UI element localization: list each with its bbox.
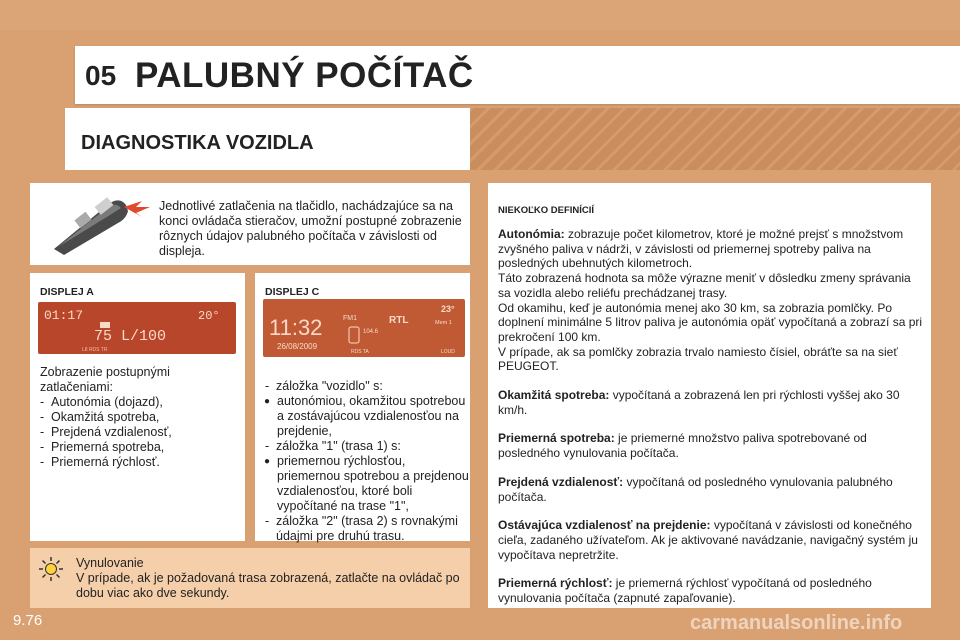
list-item: - Priemerná rýchlosť.: [40, 455, 240, 470]
definition-item: [498, 431, 926, 460]
definitions-heading: NIEKOĽKO DEFINÍCIÍ: [498, 205, 595, 216]
header-stripes: [470, 108, 960, 170]
lcd-c-time: 11:32: [269, 315, 323, 340]
tip-box: [30, 548, 470, 608]
definition-term: Autonómia:: [498, 227, 565, 241]
display-a-box: [30, 273, 245, 541]
lcd-c-freq: 104.6: [363, 329, 379, 335]
lcd-a-value: 75 L/100: [94, 328, 167, 345]
definition-text: vypočítaná v závislosti od konečného cieľa, zadaného užívateľom. Ak je aktivované navádzanie, navigačný systém ju vypočítava nepretržite.: [498, 518, 918, 562]
section-title: DIAGNOSTIKA VOZIDLA: [81, 132, 314, 154]
intro-box: [30, 183, 470, 265]
list-item: - záložka "1" (trasa 1) s:: [265, 439, 470, 454]
definition-term: Ostávajúca vzdialenosť na prejdenie:: [498, 518, 711, 533]
title-bar: [75, 46, 960, 104]
display-a-label: DISPLEJ A: [40, 286, 94, 298]
display-c-box: [255, 273, 470, 541]
display-c-list: [265, 379, 470, 544]
definitions-list: [498, 227, 926, 620]
chapter-number: 05: [85, 60, 117, 91]
lcd-c-station: RTL: [389, 315, 409, 326]
definitions-box: [488, 183, 931, 608]
lcd-a-time: 01:17: [44, 308, 84, 323]
page-title: PALUBNÝ POČÍTAČ: [135, 56, 474, 95]
tip-title: Vynulovanie: [76, 556, 144, 570]
lcd-c-loud: LOUD: [441, 349, 455, 355]
display-c-screen: [263, 299, 465, 357]
page-number: 9.76: [13, 612, 43, 629]
lcd-a-footer: L8 RDS TR: [82, 347, 108, 353]
list-item: - Prejdená vzdialenosť,: [40, 425, 240, 440]
definition-item: [498, 475, 926, 504]
list-item: - Autonómia (dojazd),: [40, 395, 240, 410]
tip-body: V prípade, ak je požadovaná trasa zobrazená, zatlačte na ovládač po dobu viac ako dve sekundy.: [76, 571, 460, 600]
list-item: - záložka "2" (trasa 2) s rovnakými údajmi pre druhú trasu.: [265, 514, 470, 544]
lcd-c-rds: RDS TA: [351, 349, 369, 355]
lcd-c-temp: 23°: [441, 304, 455, 314]
intro-text: Jednotlivé zatlačenia na tlačidlo, nachádzajúce sa na konci ovládača stieračov, umožní postupné zobrazenie rôznych údajov palubného počítača v závislosti od displeja.: [159, 199, 462, 258]
list-item: - Priemerná spotreba,: [40, 440, 240, 455]
sun-icon: [38, 556, 64, 582]
lcd-c-mem: Mem 1: [435, 320, 452, 326]
watermark: carmanualsonline.info: [690, 612, 903, 634]
definition-term: Prejdená vzdialenosť:: [498, 474, 624, 489]
top-band: [0, 0, 960, 30]
definition-item: [498, 388, 926, 417]
section-header: [65, 108, 470, 170]
definition-item: [498, 227, 926, 374]
list-item: - Okamžitá spotreba,: [40, 410, 240, 425]
display-a-list: [40, 365, 240, 470]
display-a-screen: [38, 302, 236, 354]
display-a-intro: Zobrazenie postupnými zatlačeniami:: [40, 365, 170, 394]
definition-text: je priemerná rýchlosť vypočítaná od posledného vynulovania počítača (zapnuté zapaľovanie).: [498, 576, 872, 606]
lcd-c-date: 26/08/2009: [277, 342, 318, 351]
lcd-c-band: FM1: [343, 315, 357, 322]
definition-text: vypočítaná od posledného vynulovania palubného počítača.: [498, 474, 893, 504]
definition-text: vypočítaná a zobrazená len pri rýchlosti vyššej ako 30 km/h.: [498, 388, 900, 417]
definition-term: Priemerná rýchlosť:: [498, 576, 613, 591]
lcd-a-temp: 20°: [198, 309, 220, 323]
definition-term: Priemerná spotreba:: [498, 431, 615, 446]
display-c-lcd: [263, 299, 465, 357]
definition-item: [498, 518, 926, 562]
list-item: ● priemernou rýchlosťou, priemernou spotrebou a prejdenou vzdialenosťou, ktoré boli vypočítané na trase "1",: [265, 454, 470, 514]
list-item: ● autonómiou, okamžitou spotrebou a zostávajúcou vzdialenosťou na prejdenie,: [265, 394, 470, 439]
list-item: - záložka "vozidlo" s:: [265, 379, 470, 394]
definition-term: Okamžitá spotreba:: [498, 388, 610, 403]
definition-item: [498, 576, 926, 605]
display-c-label: DISPLEJ C: [265, 286, 320, 298]
wiper-stalk-icon: [50, 193, 155, 255]
tip-text: [76, 556, 466, 601]
radio-wave-icon: [349, 327, 359, 343]
definition-text: je priemerné množstvo paliva spotrebované od posledného vynulovania počítača.: [498, 431, 867, 461]
display-a-lcd: [38, 302, 236, 354]
definition-text: zobrazuje počet kilometrov, ktoré je možné prejsť s množstvom zvyšného paliva v nádrži, v závislosti od priemernej spotreby paliva na posledných ubehnutých kilometroch. Táto zobrazená hodnota sa môže výrazne meniť v dôsledku zmeny správania sa vozidla alebo reliéfu prechádzanej trasy. Od okamihu, keď je autonómia menej ako 30 km, sa zobrazia pomlčky. Po doplnení minimálne 5 litrov paliva je autonómia opäť vypočítaná a zobrazí sa pri prekročení 100 km. V prípade, ak sa pomlčky zobrazia trvalo namiesto čísiel, obráťte sa na sieť PEUGEOT.: [498, 227, 923, 374]
